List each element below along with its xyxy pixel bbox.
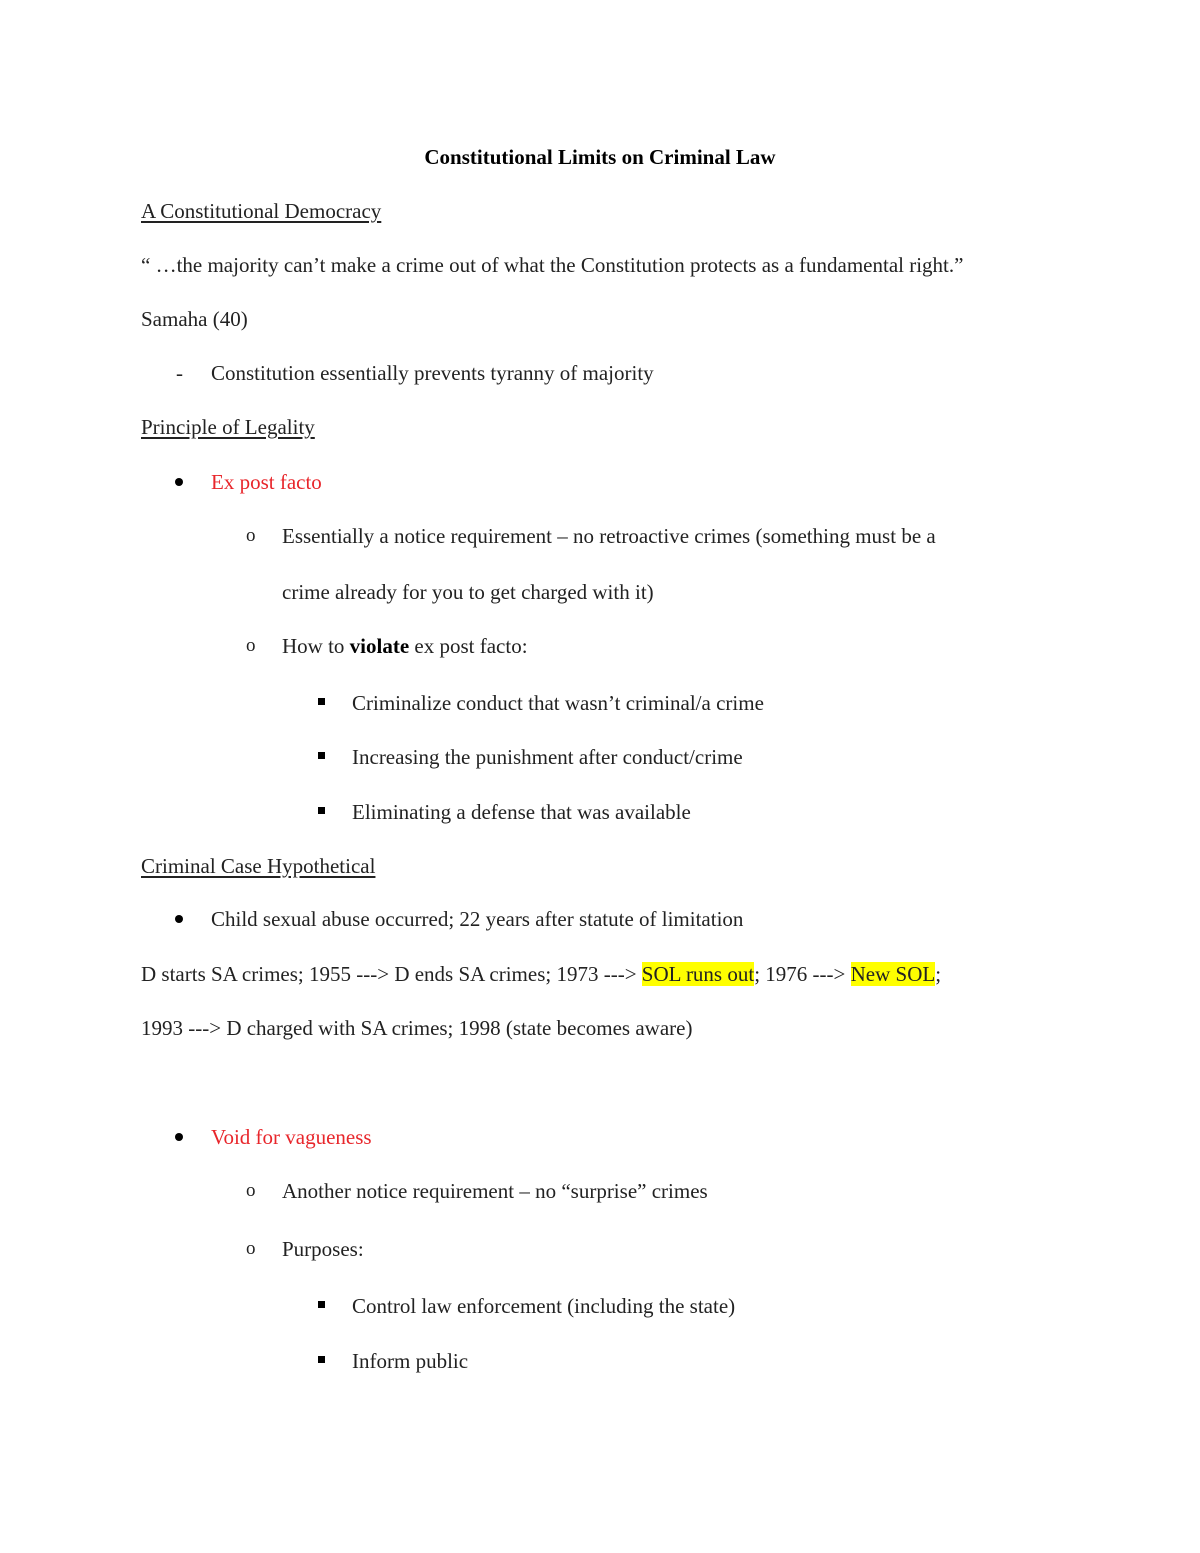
section-heading-criminal-case-hypothetical: Criminal Case Hypothetical	[141, 854, 376, 878]
list-item: Purposes:	[282, 1237, 364, 1261]
circle-bullet-icon: o	[246, 1238, 256, 1259]
list-item-continuation: crime already for you to get charged with it)	[282, 580, 654, 604]
topic-void-for-vagueness: Void for vagueness	[211, 1125, 372, 1149]
highlight-sol-runs-out: SOL runs out	[641, 962, 755, 986]
timeline-line-1: D starts SA crimes; 1955 ---> D ends SA crimes; 1973 ---> SOL runs out; 1976 ---> New SOL;	[141, 962, 942, 986]
bullet-icon	[175, 478, 183, 486]
list-item: Eliminating a defense that was available	[352, 800, 691, 824]
circle-bullet-icon: o	[246, 635, 256, 656]
list-item-how-to-violate: How to violate ex post facto:	[282, 634, 528, 658]
quote-text: “ …the majority can’t make a crime out of what the Constitution protects as a fundamental right.”	[141, 253, 964, 277]
list-item: Criminalize conduct that wasn’t criminal/a crime	[352, 691, 764, 715]
square-bullet-icon	[318, 1356, 325, 1363]
dash-marker: -	[176, 361, 183, 385]
bullet-icon	[175, 915, 183, 923]
list-item: Inform public	[352, 1349, 469, 1373]
section-heading-constitutional-democracy: A Constitutional Democracy	[141, 199, 382, 223]
square-bullet-icon	[318, 698, 325, 705]
page-title: Constitutional Limits on Criminal Law	[424, 145, 776, 169]
topic-ex-post-facto: Ex post facto	[211, 470, 322, 494]
section-heading-principle-of-legality: Principle of Legality	[141, 415, 315, 439]
circle-bullet-icon: o	[246, 525, 256, 546]
list-item: Essentially a notice requirement – no retroactive crimes (something must be a	[282, 524, 936, 548]
circle-bullet-icon: o	[246, 1180, 256, 1201]
list-item: Another notice requirement – no “surprise” crimes	[282, 1179, 708, 1203]
square-bullet-icon	[318, 1301, 325, 1308]
source-citation: Samaha (40)	[141, 307, 248, 331]
square-bullet-icon	[318, 807, 325, 814]
list-item: Child sexual abuse occurred; 22 years after statute of limitation	[211, 907, 744, 931]
square-bullet-icon	[318, 752, 325, 759]
bullet-icon	[175, 1133, 183, 1141]
list-item: Constitution essentially prevents tyranny of majority	[211, 361, 654, 385]
timeline-line-2: 1993 ---> D charged with SA crimes; 1998 (state becomes aware)	[141, 1016, 693, 1040]
highlight-new-sol: New SOL	[850, 962, 936, 986]
list-item: Control law enforcement (including the state)	[352, 1294, 736, 1318]
list-item: Increasing the punishment after conduct/crime	[352, 745, 743, 769]
